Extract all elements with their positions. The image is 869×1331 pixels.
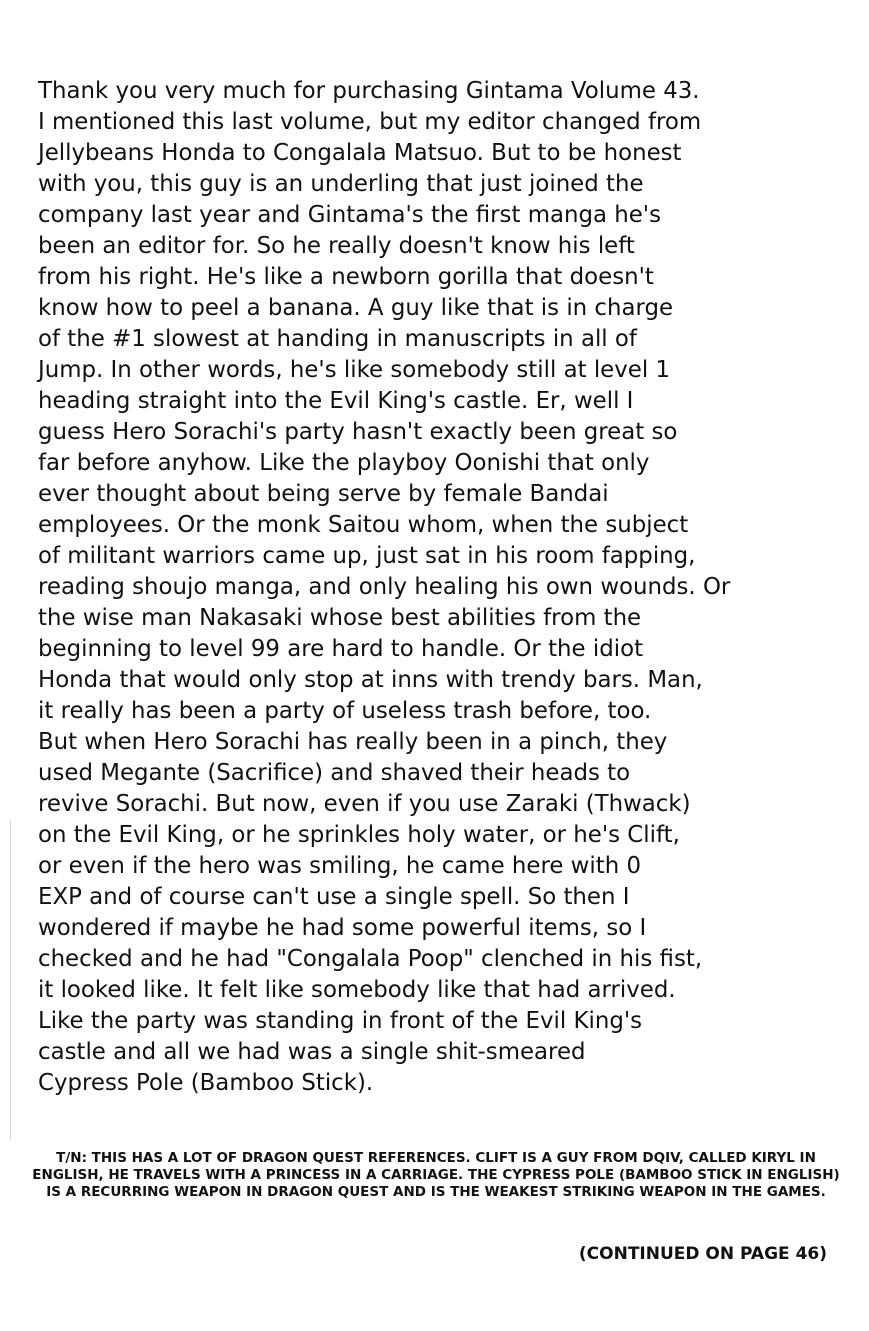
- author-note-text: [38, 76, 848, 1099]
- text-line: Jump. In other words, he's like somebody still at level 1: [38, 357, 671, 383]
- text-line: of the #1 slowest at handing in manuscripts in all of: [38, 326, 637, 352]
- text-line: it looked like. It felt like somebody like that had arrived.: [38, 977, 676, 1003]
- text-line: or even if the hero was smiling, he came here with 0: [38, 853, 642, 879]
- text-line: Honda that would only stop at inns with trendy bars. Man,: [38, 667, 703, 693]
- text-line: heading straight into the Evil King's castle. Er, well I: [38, 388, 634, 414]
- continued-notice: (CONTINUED ON PAGE 46): [578, 1244, 827, 1264]
- text-line: on the Evil King, or he sprinkles holy water, or he's Clift,: [38, 822, 680, 848]
- text-line: Jellybeans Honda to Congalala Matsuo. But to be honest: [38, 140, 682, 166]
- text-line: of militant warriors came up, just sat in his room fapping,: [38, 543, 696, 569]
- text-line: the wise man Nakasaki whose best abilities from the: [38, 605, 642, 631]
- text-line: know how to peel a banana. A guy like that is in charge: [38, 295, 674, 321]
- text-line: with you, this guy is an underling that just joined the: [38, 171, 644, 197]
- text-line: But when Hero Sorachi has really been in a pinch, they: [38, 729, 668, 755]
- text-line: reading shoujo manga, and only healing his own wounds. Or: [38, 574, 731, 600]
- text-line: employees. Or the monk Saitou whom, when the subject: [38, 512, 689, 538]
- text-line: used Megante (Sacrifice) and shaved their heads to: [38, 760, 631, 786]
- text-line: Like the party was standing in front of the Evil King's: [38, 1008, 643, 1034]
- text-line: Thank you very much for purchasing Gintama Volume 43.: [38, 78, 700, 104]
- text-line: guess Hero Sorachi's party hasn't exactly been great so: [38, 419, 678, 445]
- text-line: from his right. He's like a newborn gorilla that doesn't: [38, 264, 654, 290]
- text-line: castle and all we had was a single shit-smeared: [38, 1039, 586, 1065]
- text-line: revive Sorachi. But now, even if you use Zaraki (Thwack): [38, 791, 691, 817]
- text-line: been an editor for. So he really doesn't know his left: [38, 233, 635, 259]
- text-line: ever thought about being serve by female Bandai: [38, 481, 609, 507]
- text-line: I mentioned this last volume, but my editor changed from: [38, 109, 702, 135]
- page-edge-line: [10, 820, 11, 1140]
- text-line: it really has been a party of useless trash before, too.: [38, 698, 652, 724]
- text-line: far before anyhow. Like the playboy Oonishi that only: [38, 450, 650, 476]
- text-line: company last year and Gintama's the first manga he's: [38, 202, 662, 228]
- text-line: EXP and of course can't use a single spell. So then I: [38, 884, 630, 910]
- text-line: Cypress Pole (Bamboo Stick).: [38, 1070, 374, 1096]
- text-line: checked and he had "Congalala Poop" clenched in his fist,: [38, 946, 703, 972]
- translator-note: T/N: THIS HAS A LOT OF DRAGON QUEST REFERENCES. CLIFT IS A GUY FROM DQIV, CALLED KIRYL IN ENGLISH, HE TRAVELS WITH A PRINCESS IN A CARRIAGE. THE CYPRESS POLE (BAMBOO STICK IN ENGLISH) IS A RECURRING WEAPON IN DRAGON QUEST AND IS THE WEAKEST STRIKING WEAPON IN THE GAMES.: [32, 1150, 840, 1200]
- text-line: beginning to level 99 are hard to handle. Or the idiot: [38, 636, 644, 662]
- text-line: wondered if maybe he had some powerful items, so I: [38, 915, 647, 941]
